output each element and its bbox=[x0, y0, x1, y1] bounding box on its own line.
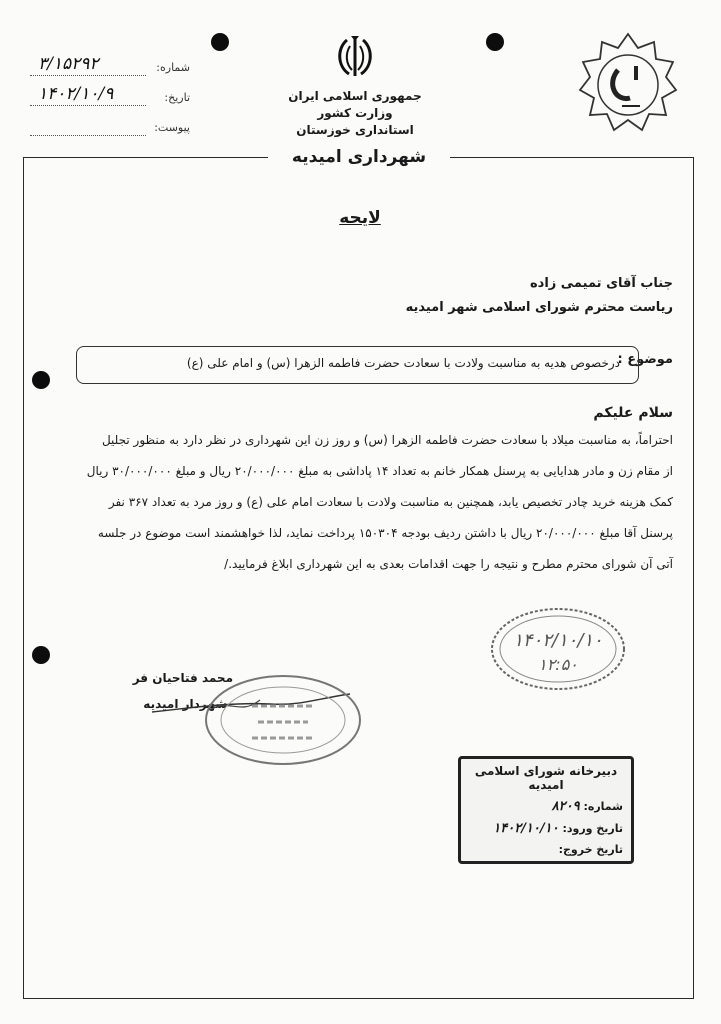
meta-date bbox=[30, 84, 190, 108]
body-line: احتراماً، به مناسبت میلاد با سعادت حضرت فاطمه الزهرا (س) و روز زن این شهرداری در نظر دارد به منظور تجلیل bbox=[101, 433, 673, 447]
council-entry-value: ۱۴۰۲/۱۰/۱۰ bbox=[493, 821, 559, 836]
signatory-name: محمد فتاحیان فر bbox=[132, 671, 233, 685]
council-exit-label: تاریخ خروج: bbox=[558, 843, 623, 856]
municipality-name: شهرداری امیدیه bbox=[268, 147, 450, 167]
date-value: ۱۴۰۲/۱۰/۹ bbox=[38, 84, 114, 104]
signatory-title: شهردار امیدیه bbox=[143, 697, 227, 711]
council-number-label: شماره: bbox=[583, 800, 623, 813]
council-secretariat-stamp bbox=[458, 756, 634, 864]
council-stamp-title: دبیرخانه شورای اسلامی امیدیه bbox=[474, 764, 618, 792]
council-entry-label: تاریخ ورود: bbox=[562, 822, 623, 835]
greeting: سلام علیکم bbox=[593, 405, 673, 421]
document-title: لایحه bbox=[339, 208, 381, 228]
number-label: شماره: bbox=[156, 61, 190, 74]
body-line: آتی آن شورای محترم مطرح و نتیجه را جهت اقدامات بعدی به این شهرداری ابلاغ فرمایید./ bbox=[224, 557, 673, 571]
receipt-date: ۱۴۰۲/۱۰/۱۰ bbox=[513, 630, 603, 651]
punch-hole bbox=[211, 33, 229, 51]
header-ministry: وزارت کشور bbox=[317, 106, 393, 120]
body-line: از مقام زن و مادر هدایایی به پرسنل همکار خانم به تعداد ۱۴ پاداشی به مبلغ ۲۰/۰۰۰/۰۰۰ ریال و مبلغ ۳۰/۰۰۰/۰۰۰ ریال bbox=[86, 464, 673, 478]
body-line: کمک هزینه خرید چادر تخصیص یابد، همچنین به مناسبت ولادت با سعادت امام علی (ع) و روز مرد به تعداد ۳۶۷ نفر bbox=[108, 495, 673, 509]
addressee-position: ریاست محترم شورای اسلامی شهر امیدیه bbox=[405, 300, 673, 315]
receipt-stamp bbox=[488, 604, 628, 694]
date-label: تاریخ: bbox=[164, 91, 190, 104]
header-governorate: استانداری خوزستان bbox=[296, 123, 414, 137]
subject-box: درخصوص هدیه به مناسبت ولادت با سعادت حضرت فاطمه الزهرا (س) و امام علی (ع) bbox=[76, 346, 639, 384]
meta-attachment bbox=[30, 118, 190, 138]
council-exit-row bbox=[469, 843, 623, 856]
attachment-label: پیوست: bbox=[154, 121, 190, 134]
addressee-name: جناب آقای تمیمی زاده bbox=[529, 276, 673, 291]
subject-label: موضوع : bbox=[617, 352, 673, 367]
receipt-time: ۱۲:۵۰ bbox=[538, 655, 578, 674]
punch-hole bbox=[486, 33, 504, 51]
body-line: پرسنل آقا مبلغ ۲۰/۰۰۰/۰۰۰ ریال با داشتن ردیف بودجه ۱۵۰۳۰۴ پرداخت نماید، لذا خواهشمند است موضوع در جلسه bbox=[97, 526, 673, 540]
iran-emblem-icon bbox=[329, 32, 381, 82]
header-country: جمهوری اسلامی ایران bbox=[288, 89, 422, 103]
municipality-stamp bbox=[202, 672, 364, 768]
council-number-value: ۸۲۰۹ bbox=[551, 799, 580, 814]
council-number-row bbox=[469, 799, 623, 814]
council-entry-row bbox=[469, 821, 623, 836]
number-value: ۳/۱۵۲۹۲ bbox=[38, 54, 99, 74]
meta-number bbox=[30, 54, 190, 78]
municipality-logo-icon bbox=[578, 32, 678, 138]
